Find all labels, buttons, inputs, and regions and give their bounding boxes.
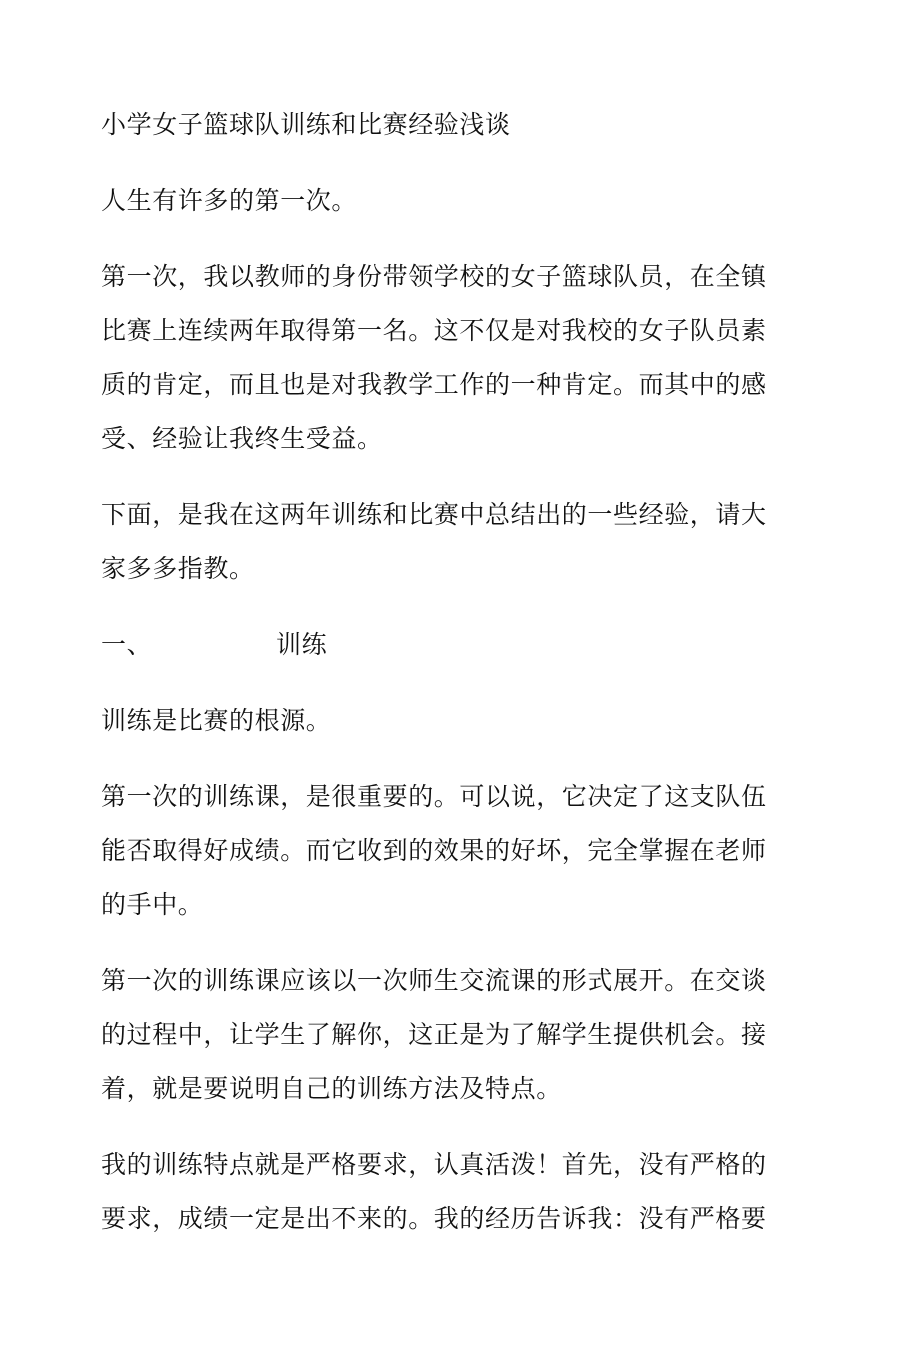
paragraph-line: 着，就是要说明自己的训练方法及特点。 [101,1074,562,1103]
paragraph-line: 第一次，我以教师的身份带领学校的女子篮球队员，在全镇 [101,262,767,291]
paragraph-line: 受、经验让我终生受益。 [101,424,383,453]
paragraph-line: 人生有许多的第一次。 [101,186,358,215]
paragraph-line: 比赛上连续两年取得第一名。这不仅是对我校的女子队员素 [101,316,767,345]
section-heading [101,618,781,672]
paragraph-line: 我的训练特点就是严格要求，认真活泼！首先，没有严格的 [101,1150,767,1179]
paragraph [101,488,781,596]
paragraph-line: 的过程中，让学生了解你，这正是为了解学生提供机会。接 [101,1020,767,1049]
document-body [101,98,781,1268]
paragraph [101,770,781,932]
paragraph-line: 下面，是我在这两年训练和比赛中总结出的一些经验，请大 [101,500,767,529]
section-title: 训练 [276,630,328,659]
paragraph-line: 训练是比赛的根源。 [101,706,332,735]
paragraph [101,954,781,1116]
paragraph [101,174,781,228]
paragraph-line: 的手中。 [101,890,204,919]
paragraph-line: 第一次的训练课应该以一次师生交流课的形式展开。在交谈 [101,966,767,995]
paragraph-line: 第一次的训练课，是很重要的。可以说，它决定了这支队伍 [101,782,767,811]
paragraph-line: 质的肯定，而且也是对我教学工作的一种肯定。而其中的感 [101,370,767,399]
title-text: 小学女子篮球队训练和比赛经验浅谈 [101,110,511,139]
paragraph-line: 要求，成绩一定是出不来的。我的经历告诉我：没有严格要 [101,1204,767,1233]
paragraph [101,250,781,466]
document-title [101,98,781,152]
paragraph [101,1138,781,1246]
section-number: 一、 [101,630,153,659]
paragraph-line: 能否取得好成绩。而它收到的效果的好坏，完全掌握在老师 [101,836,767,865]
paragraph [101,694,781,748]
paragraph-line: 家多多指教。 [101,554,255,583]
